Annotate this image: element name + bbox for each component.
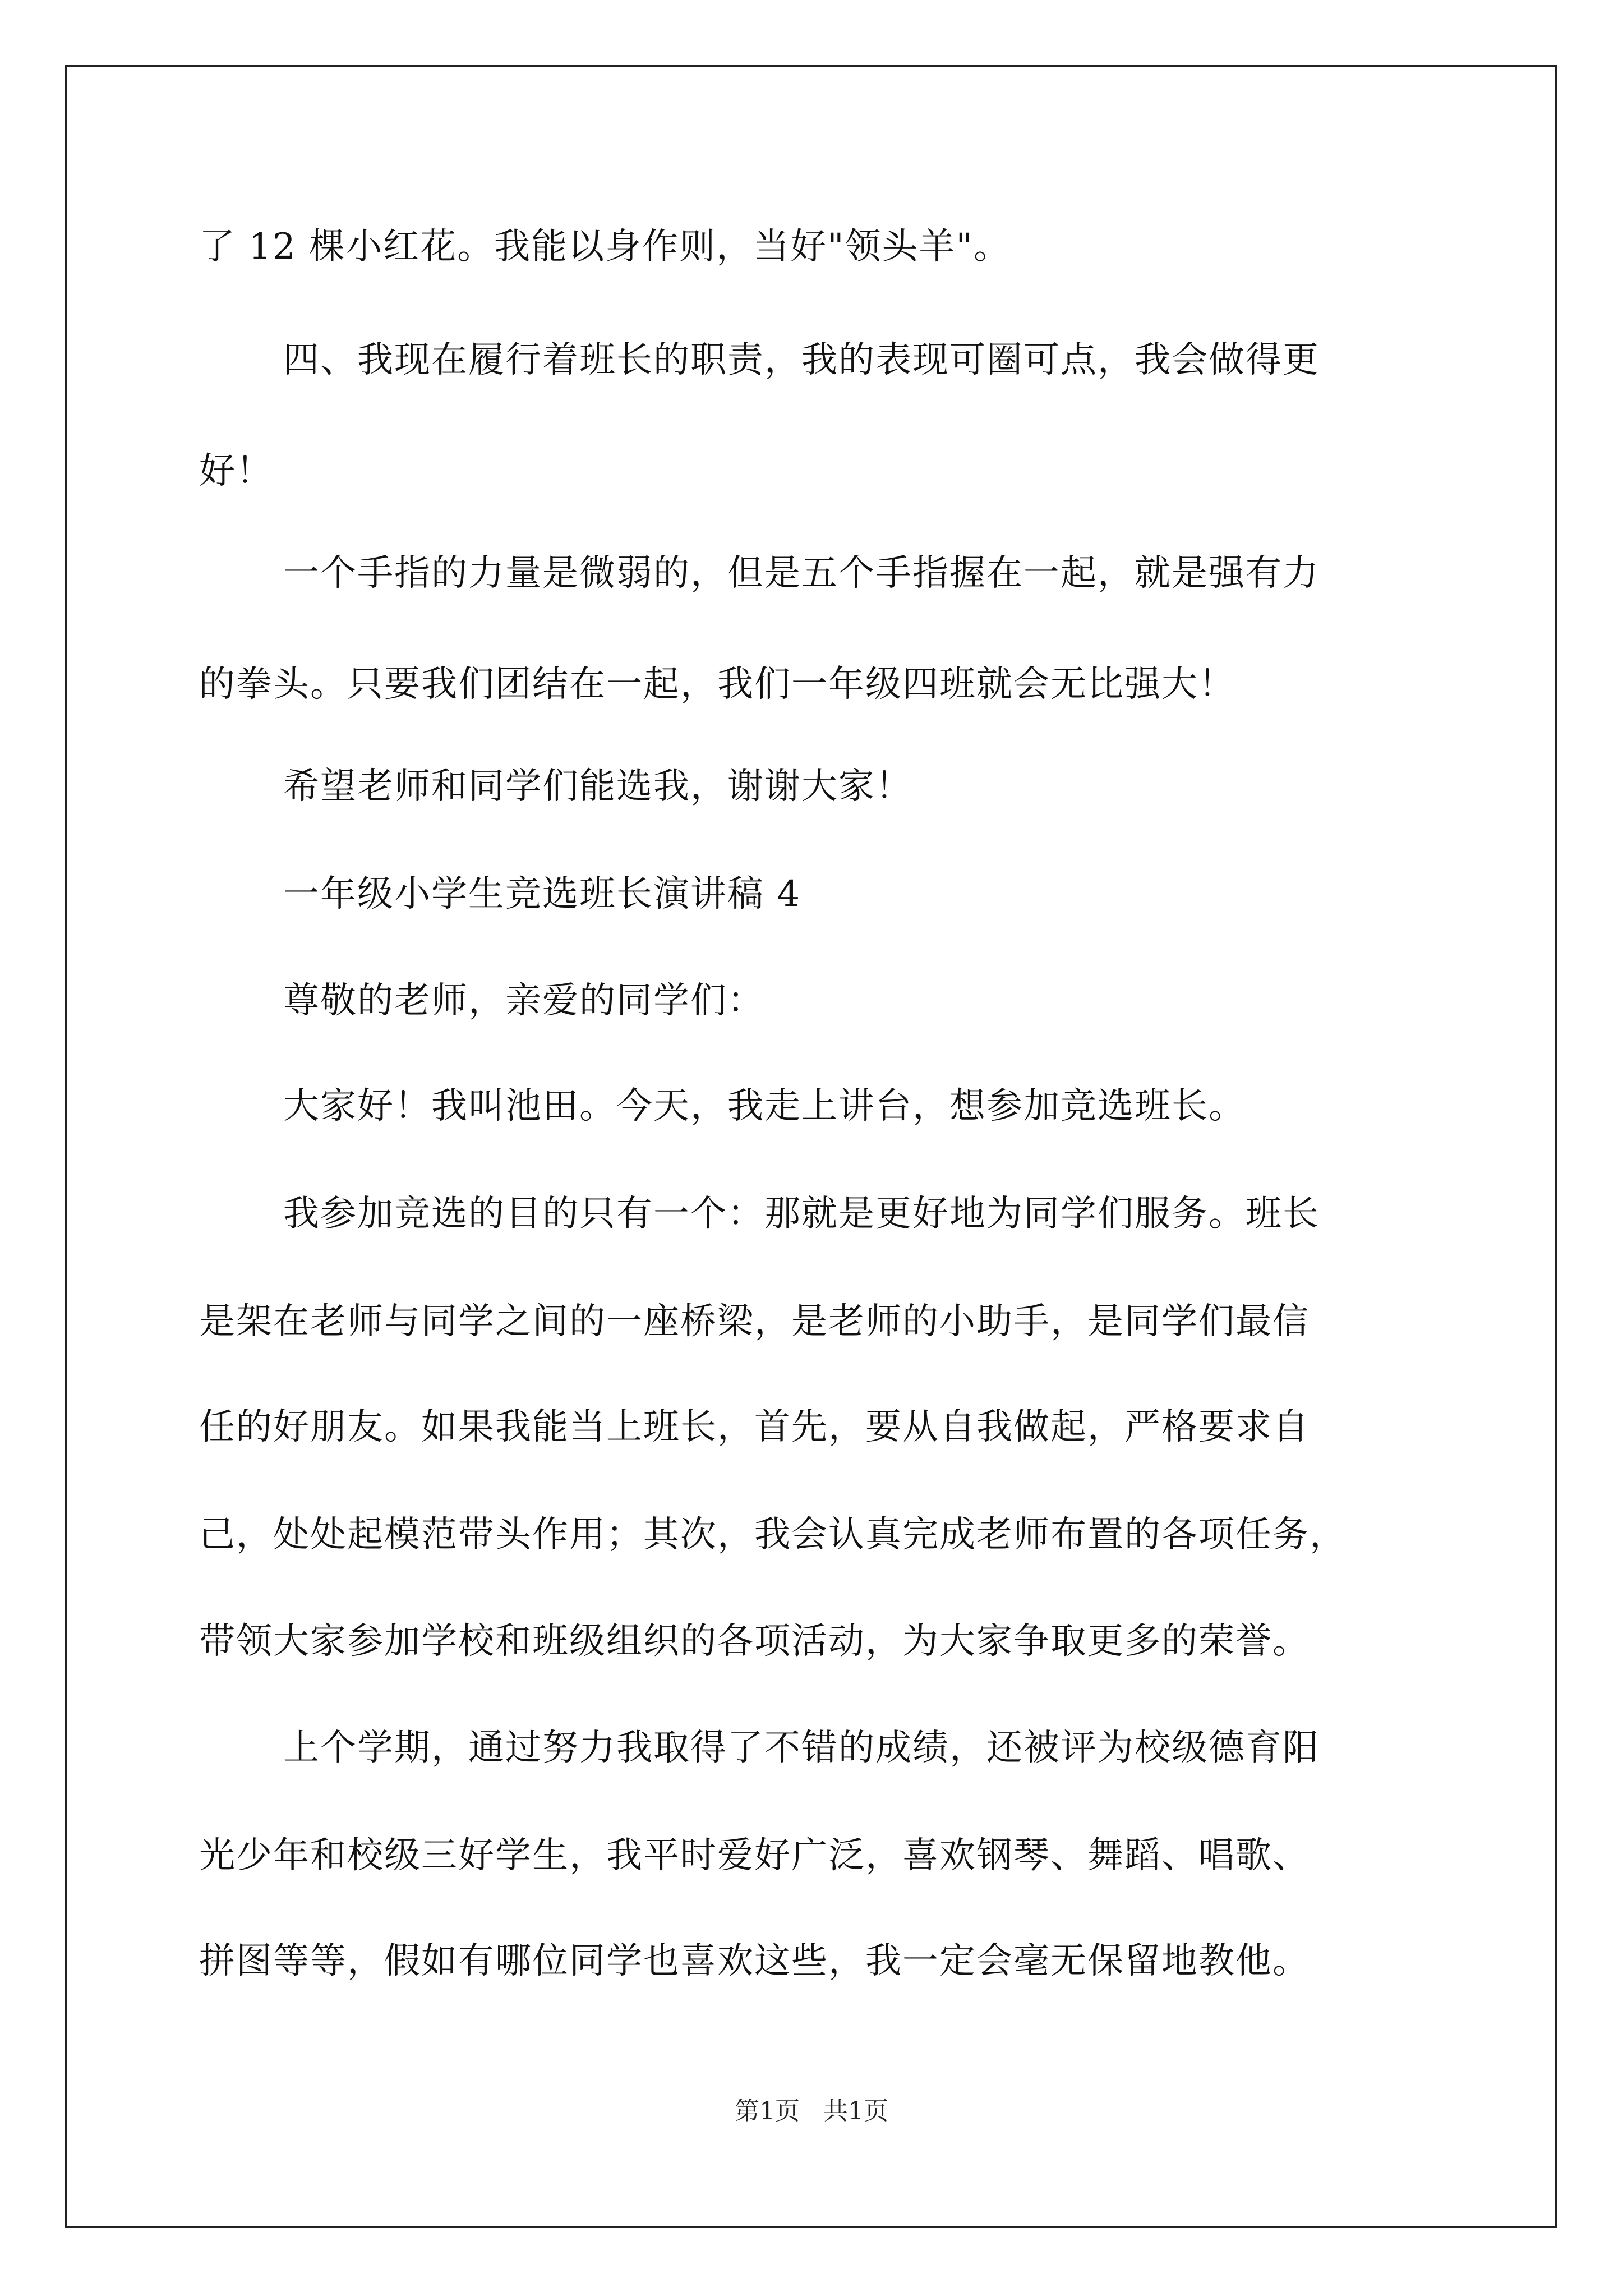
- text-line-9: 大家好！我叫池田。今天，我走上讲台，想参加竞选班长。: [283, 1085, 1246, 1127]
- page-footer: 第1页 共1页: [735, 2097, 888, 2125]
- text-line-13: 己，处处起模范带头作用；其次，我会认真完成老师布置的各项任务，: [199, 1514, 1347, 1556]
- text-line-7: 一年级小学生竞选班长演讲稿 4: [283, 873, 801, 915]
- text-line-8: 尊敬的老师，亲爱的同学们：: [283, 980, 764, 1022]
- text-line-4: 一个手指的力量是微弱的，但是五个手指握在一起，就是强有力: [283, 553, 1320, 594]
- text-line-10: 我参加竞选的目的只有一个：那就是更好地为同学们服务。班长: [283, 1193, 1320, 1235]
- text-line-3: 好！: [199, 450, 273, 492]
- page-frame: [65, 65, 1557, 2228]
- text-line-5: 的拳头。只要我们团结在一起，我们一年级四班就会无比强大！: [199, 664, 1235, 705]
- text-line-2: 四、我现在履行着班长的职责，我的表现可圈可点，我会做得更: [283, 339, 1320, 381]
- text-line-6: 希望老师和同学们能选我，谢谢大家！: [283, 766, 912, 807]
- text-line-14: 带领大家参加学校和班级组织的各项活动，为大家争取更多的荣誉。: [199, 1621, 1310, 1662]
- text-line-16: 光少年和校级三好学生，我平时爱好广泛，喜欢钢琴、舞蹈、唱歌、: [199, 1835, 1310, 1876]
- text-line-17: 拼图等等，假如有哪位同学也喜欢这些，我一定会毫无保留地教他。: [199, 1940, 1310, 1982]
- text-line-12: 任的好朋友。如果我能当上班长，首先，要从自我做起，严格要求自: [199, 1406, 1310, 1448]
- text-line-11: 是架在老师与同学之间的一座桥梁，是老师的小助手，是同学们最信: [199, 1301, 1310, 1342]
- text-line-1: 了 12 棵小红花。我能以身作则，当好"领头羊"。: [199, 226, 1011, 268]
- text-line-15: 上个学期，通过努力我取得了不错的成绩，还被评为校级德育阳: [283, 1727, 1320, 1769]
